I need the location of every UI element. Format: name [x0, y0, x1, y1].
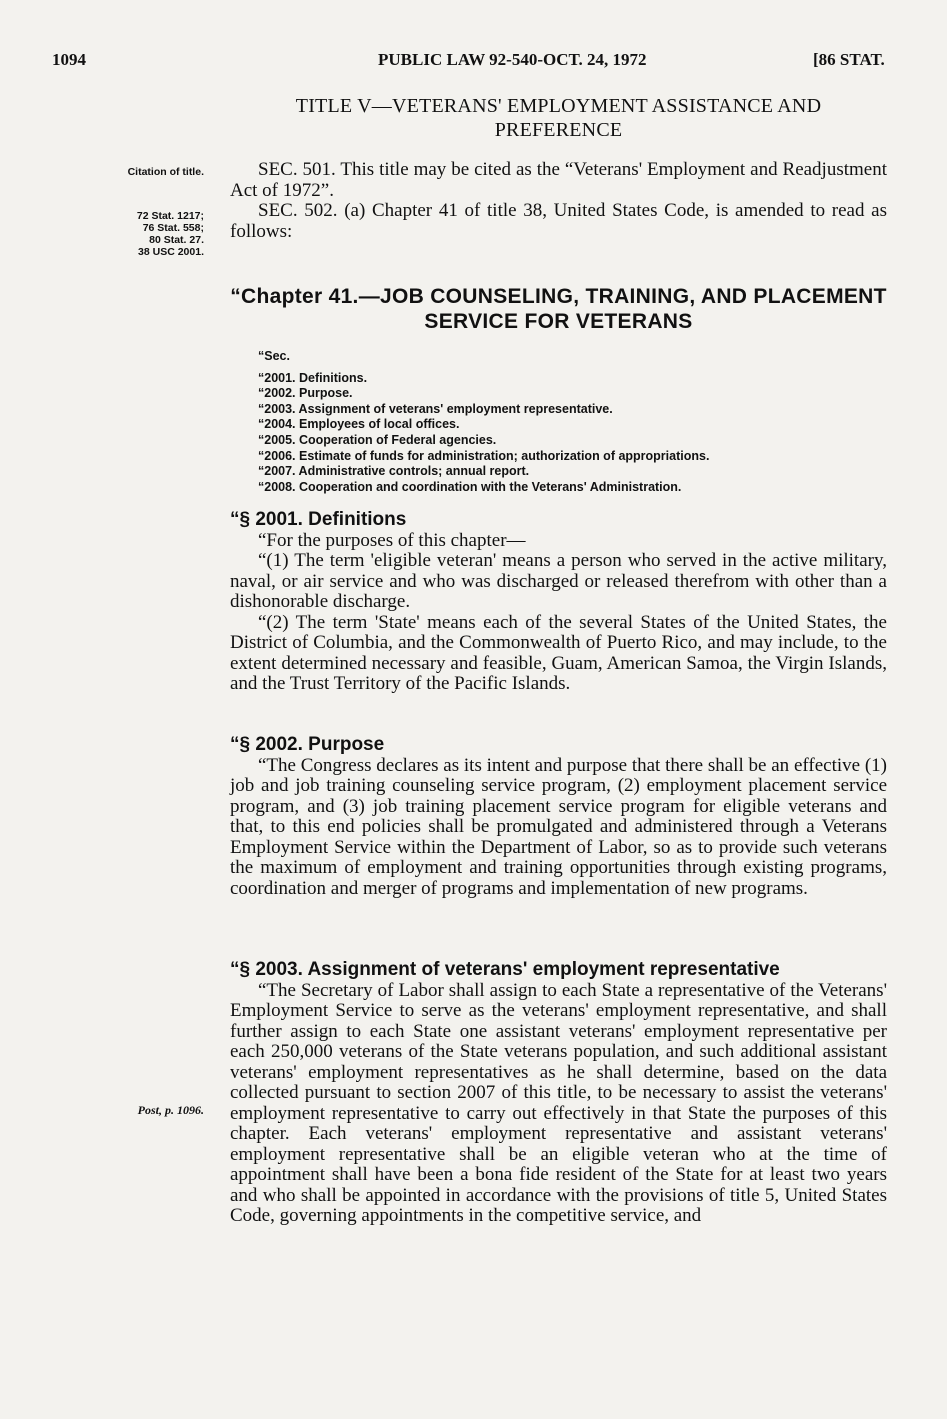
toc-item: “2004. Employees of local offices. — [258, 417, 460, 432]
margin-note-post: Post, p. 1096. — [137, 1103, 204, 1117]
margin-ref: 72 Stat. 1217; — [136, 210, 204, 222]
toc-item: “2005. Cooperation of Federal agencies. — [258, 432, 497, 447]
statute-reference: [86 STAT. — [813, 50, 885, 69]
toc-item: “2001. Definitions. — [258, 370, 368, 385]
section-heading-2001: “§ 2001. Definitions — [230, 509, 407, 530]
running-header: PUBLIC LAW 92-540-OCT. 24, 1972 — [378, 50, 647, 69]
paragraph: “For the purposes of this chapter— — [258, 529, 526, 551]
paragraph: “The Congress declares as its intent and purpose that there shall be an effective (1) job and job training counseling service program, (2) employment placement service program, and (3) job training placement service program for eligible veterans and that, to this end policies shall be promulgated and administered through a Veterans Employment Service within the Department of Labor, so as to provide such veterans the maximum of employment and training opportunities through existing programs, coordination and merger of programs and implementation of new programs. — [230, 754, 887, 899]
table-of-contents — [258, 349, 709, 495]
chapter-heading: “Chapter 41.—JOB COUNSELING, TRAINING, AND PLACEMENT SERVICE FOR VETERANS — [230, 285, 887, 333]
section-502: SEC. 502. (a) Chapter 41 of title 38, United States Code, is amended to read as follows: — [230, 200, 887, 242]
margin-ref: 80 Stat. 27. — [149, 234, 204, 246]
toc-item: “2006. Estimate of funds for administration; authorization of appropriations. — [258, 448, 710, 463]
toc-item: “2002. Purpose. — [258, 386, 353, 401]
toc-item: “2007. Administrative controls; annual report. — [258, 464, 530, 479]
paragraph: “(1) The term 'eligible veteran' means a person who served in the active military, naval, or air service and who was discharged or released therefrom with other than a dishonorable discharge. — [230, 550, 887, 612]
section-2002 — [230, 735, 887, 899]
paragraph: “(2) The term 'State' means each of the several States of the United States, the District of Columbia, and the Commonwealth of Puerto Rico, and may include, to the extent determined necessary and feasible, Guam, American Samoa, the Virgin Islands, and the Trust Territory of the Pacific Islands. — [230, 611, 887, 694]
margin-ref: 38 USC 2001. — [138, 246, 204, 258]
section-2001 — [230, 510, 887, 695]
section-501-502 — [230, 160, 887, 242]
title-heading: TITLE V—VETERANS' EMPLOYMENT ASSISTANCE AND PREFERENCE — [295, 95, 822, 141]
toc-item: “2003. Assignment of veterans' employment representative. — [258, 401, 613, 416]
section-heading-2002: “§ 2002. Purpose — [230, 734, 385, 755]
section-501: SEC. 501. This title may be cited as the “Veterans' Employment and Readjustment Act of 1972”. — [230, 159, 887, 201]
section-heading-2003: “§ 2003. Assignment of veterans' employment representative — [230, 959, 780, 980]
margin-ref: 76 Stat. 558; — [142, 222, 204, 234]
section-2003 — [230, 960, 887, 1227]
toc-item: “2008. Cooperation and coordination with the Veterans' Administration. — [258, 479, 682, 494]
margin-note-refs — [52, 210, 204, 258]
page-number: 1094 — [52, 50, 86, 69]
paragraph: “The Secretary of Labor shall assign to each State a representative of the Veterans' Employment Service to serve as the veterans' employment representative, and shall further assign to each State one assistant veterans' employment representative per each 250,000 veterans of the State veterans population, and such additional assistant veterans' employment representatives as he shall determine, based on the data collected pursuant to section 2007 of this title, to be necessary to assist the veterans' employment representative to carry out effectively in that State the purposes of this chapter. Each veterans' employment representative and assistant veterans' employment representative shall be an eligible veteran who at the time of appointment shall have been a bona fide resident of the State for at least two years and who shall be appointed in accordance with the provisions of title 5, United States Code, governing appointments in the competitive service, and — [230, 979, 887, 1226]
margin-note-citation: Citation of title. — [127, 166, 204, 178]
toc-label: “Sec. — [258, 349, 290, 363]
